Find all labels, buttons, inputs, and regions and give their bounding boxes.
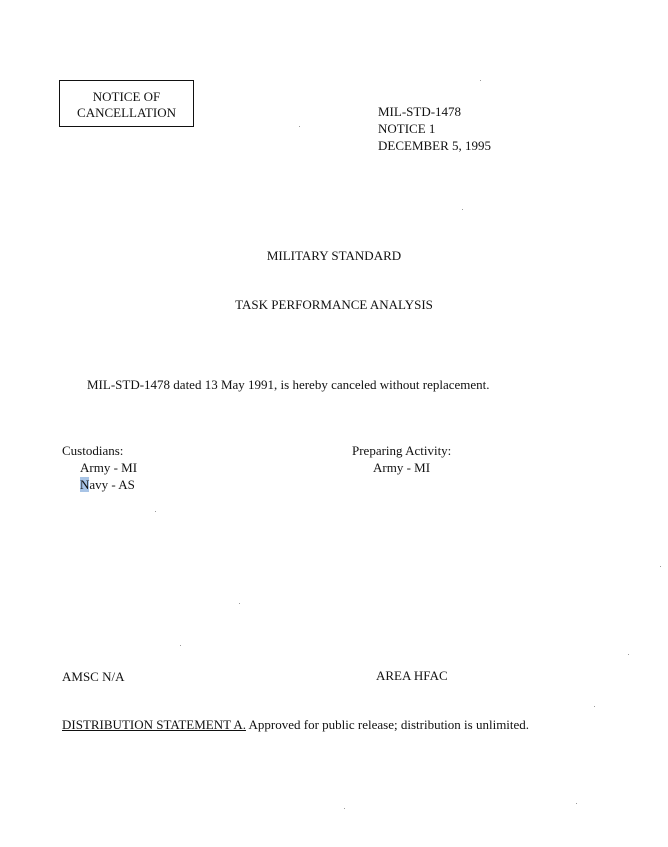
notice-box-line-2: CANCELLATION	[77, 105, 176, 120]
custodians-block	[62, 442, 137, 493]
area-code: AREA HFAC	[376, 668, 448, 683]
cancellation-statement: MIL-STD-1478 dated 13 May 1991, is hereby canceled without replacement.	[87, 377, 490, 392]
selected-text[interactable]: N	[80, 477, 90, 492]
page-subtitle: TASK PERFORMANCE ANALYSIS	[235, 297, 433, 312]
notice-date: DECEMBER 5, 1995	[378, 138, 492, 153]
scan-speck	[155, 511, 156, 512]
custodian-navy-rest: avy - AS	[89, 477, 135, 492]
scan-speck	[660, 566, 661, 567]
preparing-activity-block	[352, 442, 451, 476]
document-identifier	[378, 103, 491, 154]
scan-speck	[299, 126, 300, 127]
scan-speck	[462, 209, 463, 210]
amsc-code: AMSC N/A	[62, 669, 125, 684]
scan-speck	[180, 645, 181, 646]
page-title: MILITARY STANDARD	[266, 248, 402, 263]
scan-speck	[344, 808, 345, 809]
distribution-statement-text: Approved for public release; distribution is unlimited.	[248, 717, 530, 732]
custodian-navy[interactable]	[62, 476, 137, 493]
scan-speck	[594, 706, 595, 707]
standard-number: MIL-STD-1478	[378, 104, 462, 119]
notice-box-line-1: NOTICE OF	[92, 89, 161, 104]
preparing-activity-value: Army - MI	[373, 460, 431, 475]
custodian-army: Army - MI	[80, 460, 138, 475]
distribution-statement-label: DISTRIBUTION STATEMENT A.	[62, 717, 246, 732]
notice-of-cancellation-box	[59, 80, 194, 127]
scan-speck	[480, 80, 481, 81]
scan-speck	[239, 603, 240, 604]
custodians-label: Custodians:	[62, 443, 124, 458]
scan-speck	[576, 803, 577, 804]
scan-speck	[628, 654, 629, 655]
notice-number: NOTICE 1	[378, 121, 436, 136]
preparing-activity-label: Preparing Activity:	[352, 443, 452, 458]
distribution-statement	[62, 717, 529, 733]
